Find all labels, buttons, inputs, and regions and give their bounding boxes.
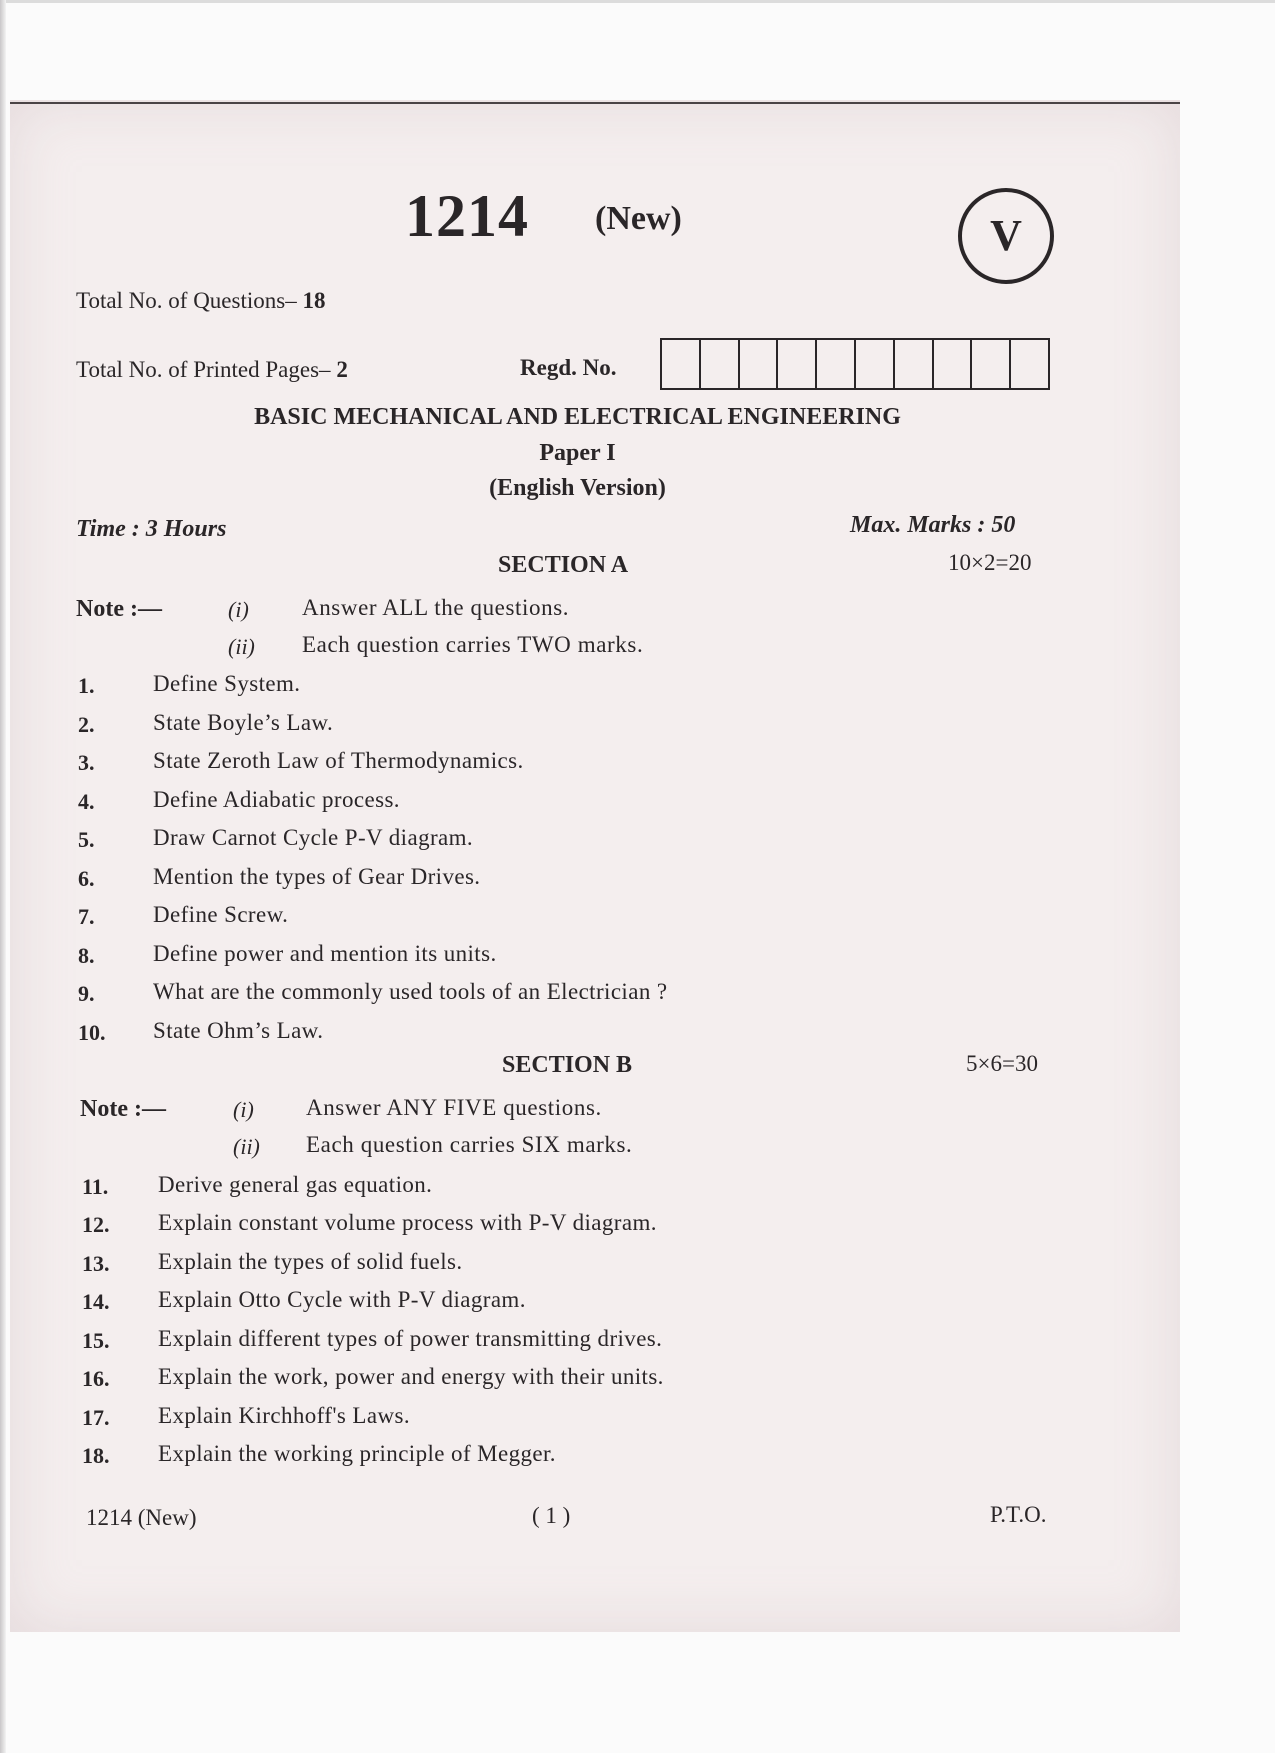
- question-text: Explain the types of solid fuels.: [158, 1249, 463, 1274]
- question-number: 9.: [78, 981, 95, 1006]
- section-b-note-label: Note :—: [80, 1096, 166, 1122]
- question-text: Explain Kirchhoff's Laws.: [158, 1403, 410, 1428]
- regd-cell[interactable]: [740, 340, 779, 388]
- question-number: 3.: [78, 750, 95, 775]
- section-b-note-text: Answer ANY FIVE questions.: [306, 1095, 602, 1120]
- total-pages-label: Total No. of Printed Pages–: [76, 357, 331, 382]
- section-b-marks: 5×6=30: [966, 1051, 1038, 1076]
- question-number: 15.: [82, 1328, 110, 1353]
- footer-page-number: ( 1 ): [532, 1503, 571, 1528]
- scan-edge-left: [0, 0, 6, 1753]
- question-number: 7.: [78, 904, 95, 929]
- regd-cell[interactable]: [972, 340, 1011, 388]
- question-text: Explain the work, power and energy with their units.: [158, 1364, 664, 1389]
- question-text: Explain Otto Cycle with P-V diagram.: [158, 1287, 526, 1312]
- question-number: 10.: [78, 1020, 106, 1045]
- question-number: 12.: [82, 1212, 110, 1237]
- question-text: State Ohm’s Law.: [153, 1018, 324, 1043]
- total-pages: [76, 357, 348, 383]
- question-number: 1.: [78, 673, 95, 698]
- regd-cell[interactable]: [778, 340, 817, 388]
- section-a-note-num: (ii): [228, 634, 255, 659]
- total-questions: [76, 288, 325, 314]
- question-number: 14.: [82, 1289, 110, 1314]
- question-text: Explain different types of power transmitting drives.: [158, 1326, 663, 1351]
- scan-edge-top: [0, 0, 1275, 3]
- regd-cell[interactable]: [895, 340, 934, 388]
- version-badge: V: [958, 188, 1054, 284]
- question-text: Explain constant volume process with P-V diagram.: [158, 1210, 657, 1235]
- regd-cell[interactable]: [817, 340, 856, 388]
- question-number: 8.: [78, 943, 95, 968]
- footer-paper-code: 1214 (New): [86, 1505, 197, 1530]
- question-text: Define Adiabatic process.: [153, 787, 400, 812]
- paper-number: Paper I: [539, 440, 616, 466]
- question-text: Define System.: [153, 671, 301, 696]
- question-text: Mention the types of Gear Drives.: [153, 864, 481, 889]
- section-b-note-num: (i): [233, 1097, 254, 1122]
- footer-pto: P.T.O.: [990, 1502, 1047, 1527]
- question-text: Define Screw.: [153, 902, 289, 927]
- total-questions-value: 18: [302, 288, 326, 313]
- question-text: Derive general gas equation.: [158, 1172, 433, 1197]
- language-version: (English Version): [489, 475, 666, 501]
- section-b-title: SECTION B: [502, 1052, 633, 1078]
- question-text: State Boyle’s Law.: [153, 710, 334, 735]
- section-a-note-label: Note :—: [76, 596, 162, 622]
- section-b-note-num: (ii): [233, 1134, 260, 1159]
- regd-no-boxes[interactable]: [660, 338, 1050, 390]
- question-number: 6.: [78, 866, 95, 891]
- question-number: 16.: [82, 1366, 110, 1391]
- total-questions-label: Total No. of Questions–: [76, 288, 297, 313]
- sheet-top-rule: [10, 102, 1180, 104]
- question-number: 13.: [82, 1251, 110, 1276]
- question-number: 18.: [82, 1443, 110, 1468]
- section-a-title: SECTION A: [498, 552, 629, 578]
- question-number: 4.: [78, 789, 95, 814]
- section-a-marks: 10×2=20: [948, 550, 1032, 575]
- question-number: 2.: [78, 712, 95, 737]
- subject-title: BASIC MECHANICAL AND ELECTRICAL ENGINEERING: [254, 404, 901, 430]
- section-a-note-text: Each question carries TWO marks.: [302, 632, 644, 657]
- question-number: 11.: [82, 1174, 109, 1199]
- regd-no-label: Regd. No.: [520, 355, 617, 380]
- question-text: Draw Carnot Cycle P-V diagram.: [153, 825, 474, 850]
- regd-cell[interactable]: [701, 340, 740, 388]
- time-allowed: Time : 3 Hours: [76, 516, 227, 542]
- question-text: What are the commonly used tools of an Electrician ?: [153, 979, 668, 1004]
- question-text: State Zeroth Law of Thermodynamics.: [153, 748, 524, 773]
- section-a-note-text: Answer ALL the questions.: [302, 595, 570, 620]
- regd-cell[interactable]: [1011, 340, 1048, 388]
- regd-cell[interactable]: [662, 340, 701, 388]
- question-text: Explain the working principle of Megger.: [158, 1441, 556, 1466]
- max-marks: Max. Marks : 50: [850, 512, 1016, 538]
- question-number: 5.: [78, 827, 95, 852]
- section-b-note-text: Each question carries SIX marks.: [306, 1132, 633, 1157]
- regd-cell[interactable]: [856, 340, 895, 388]
- question-text: Define power and mention its units.: [153, 941, 497, 966]
- question-number: 17.: [82, 1405, 110, 1430]
- paper-code: 1214: [405, 183, 529, 249]
- section-a-note-num: (i): [228, 597, 249, 622]
- total-pages-value: 2: [336, 357, 348, 382]
- regd-cell[interactable]: [934, 340, 973, 388]
- paper-code-suffix: (New): [595, 200, 682, 237]
